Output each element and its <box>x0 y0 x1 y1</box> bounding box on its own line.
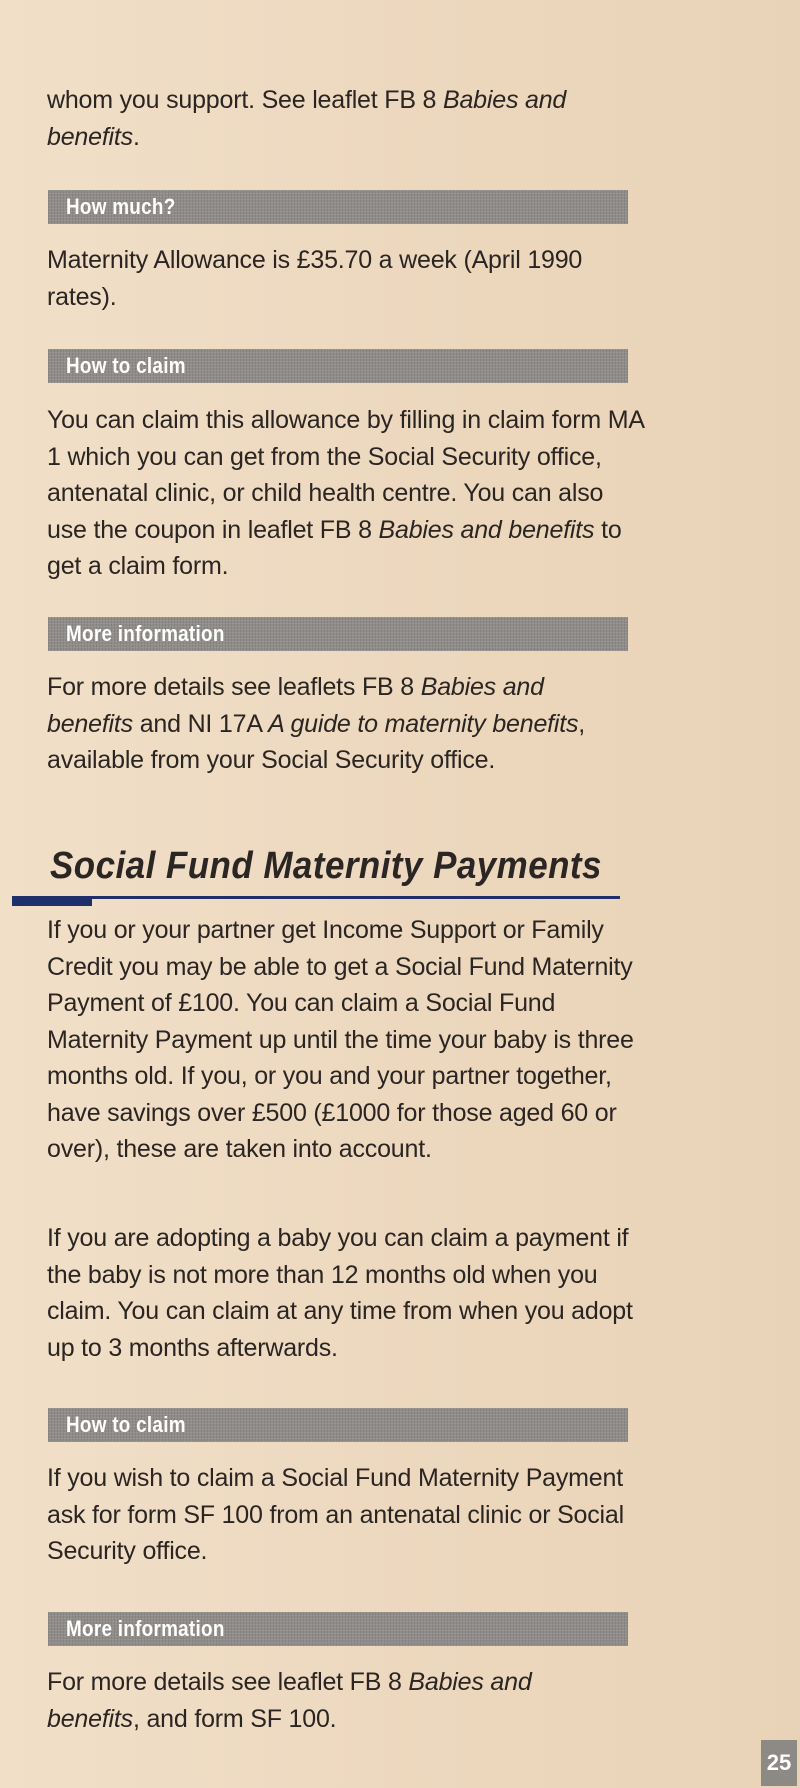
sf-how-to-claim-bar <box>48 1408 628 1442</box>
how-much-bar <box>48 190 628 224</box>
how-much-paragraph: Maternity Allowance is £35.70 a week (April 1990 rates). <box>47 246 583 311</box>
ma-how-to-claim-paragraph: You can claim this allowance by filling in claim form MA 1 which you can get from the Social Security office, antenatal clinic, or child health centre. You can also use the coupon in leaflet FB 8 Babies and benefits to get a claim form. <box>47 406 644 580</box>
sf-paragraph-2: If you are adopting a baby you can claim a payment if the baby is not more than 12 months old when you claim. You can claim at any time from when you adopt up to 3 months afterwards. <box>47 1224 633 1362</box>
sf-more-info-bar <box>48 1612 628 1646</box>
ma-more-info-bar-label: More information <box>66 621 225 646</box>
heading-rule <box>12 896 620 899</box>
sf-how-to-claim-paragraph: If you wish to claim a Social Fund Maternity Payment ask for form SF 100 from an antenatal clinic or Social Security office. <box>47 1464 624 1565</box>
how-much-bar-label: How much? <box>66 194 176 219</box>
show-through-decoration <box>630 490 780 750</box>
ma-more-info-bar <box>48 617 628 651</box>
ma-how-to-claim-bar-label: How to claim <box>66 353 186 378</box>
page-number: 25 <box>761 1740 797 1786</box>
section-heading: Social Fund Maternity Payments <box>50 845 602 887</box>
sf-more-info-paragraph: For more details see leaflet FB 8 Babies and benefits, and form SF 100. <box>47 1668 532 1733</box>
ma-more-info-paragraph: For more details see leaflets FB 8 Babies and benefits and NI 17A A guide to maternity benefits, available from your Social Security office. <box>47 673 586 774</box>
sf-paragraph-1: If you or your partner get Income Support or Family Credit you may be able to get a Social Fund Maternity Payment of £100. You can claim a Social Fund Maternity Payment up until the time your baby is three months old. If you, or you and your partner together, have savings over £500 (£1000 for those aged 60 or over), these are taken into account. <box>47 916 634 1163</box>
sf-more-info-bar-label: More information <box>66 1616 225 1641</box>
sf-how-to-claim-bar-label: How to claim <box>66 1412 186 1437</box>
intro-paragraph: whom you support. See leaflet FB 8 Babies and benefits. <box>47 86 567 151</box>
ma-how-to-claim-bar <box>48 349 628 383</box>
heading-rule-accent <box>12 896 92 906</box>
